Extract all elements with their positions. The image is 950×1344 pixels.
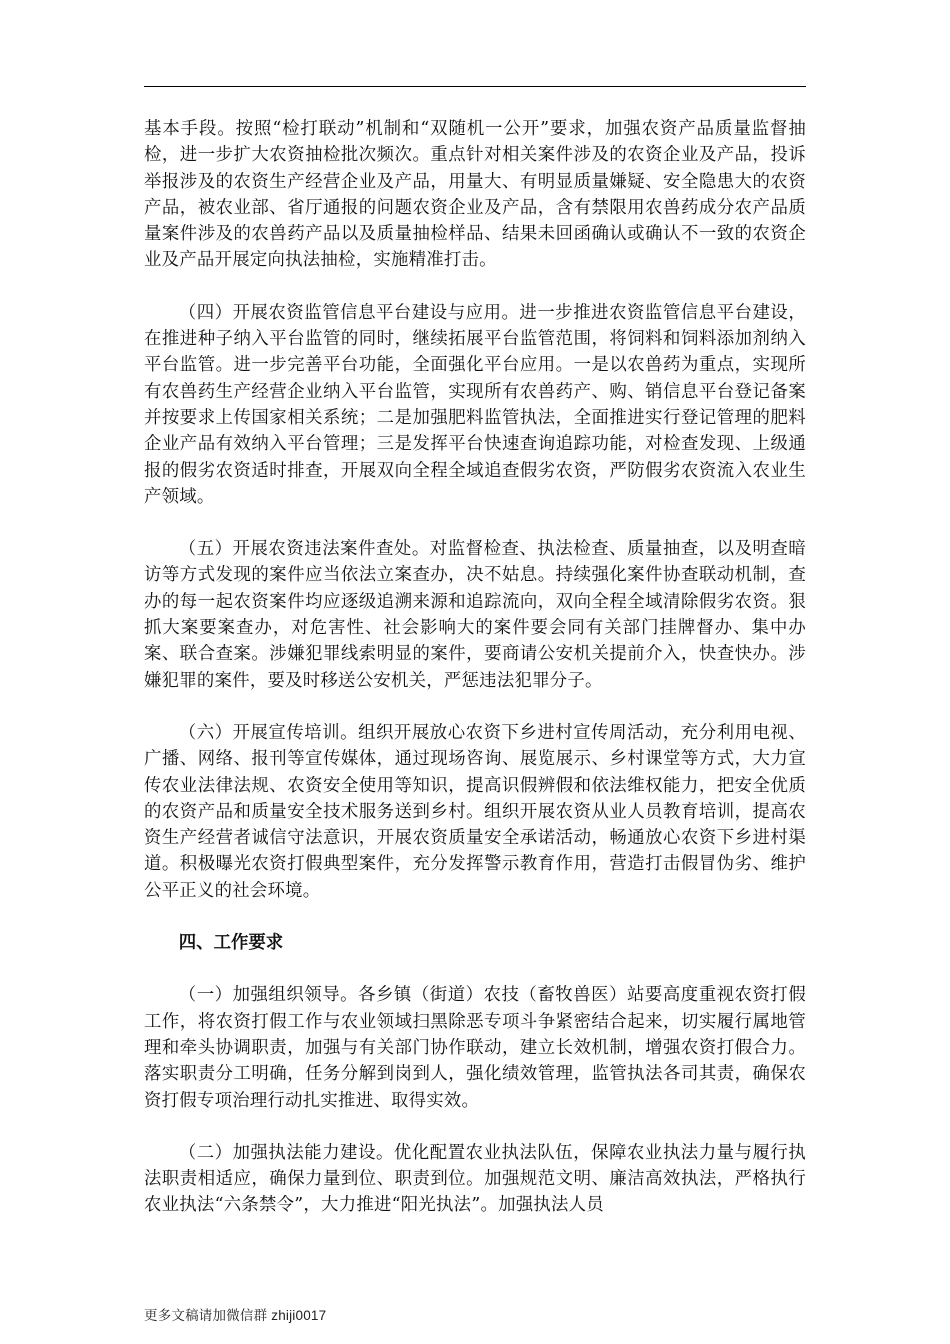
footer-note: 更多文稿请加微信群 zhiji0017	[144, 1308, 327, 1323]
paragraph-continued: 基本手段。按照“检打联动”机制和“双随机一公开”要求，加强农资产品质量监督抽检，进一步扩大农资抽检批次频次。重点针对相关案件涉及的农资企业及产品，投诉举报涉及的农资生产经营企业及产品，用量大、有明显质量嫌疑、安全隐患大的农资产品，被农业部、省厅通报的问题农资企业及产品，含有禁限用农兽药成分农产品质量案件涉及的农兽药产品以及质量抽检样品、结果未回函确认或确认不一致的农资企业及产品开展定向执法抽检，实施精准打击。	[144, 119, 806, 271]
paragraph-section-5: （五）开展农资违法案件查处。对监督检查、执法检查、质量抽查，以及明查暗访等方式发现的案件应当依法立案查办，决不姑息。持续强化案件协查联动机制，查办的每一起农资案件均应逐级追溯来源和追踪流向，双向全程全域清除假劣农资。狠抓大案要案查办，对危害性、社会影响大的案件要会同有关部门挂牌督办、集中办案、联合查案。涉嫌犯罪线索明显的案件，要商请公安机关提前介入，快查快办。涉嫌犯罪的案件，要及时移送公安机关，严惩违法犯罪分子。	[144, 539, 806, 691]
paragraph-section-4: （四）开展农资监管信息平台建设与应用。进一步推进农资监管信息平台建设，在推进种子纳入平台监管的同时，继续拓展平台监管范围，将饲料和饲料添加剂纳入平台监管。进一步完善平台功能，全面强化平台应用。一是以农兽药为重点，实现所有农兽药生产经营企业纳入平台监管，实现所有农兽药产、购、销信息平台登记备案并按要求上传国家相关系统；二是加强肥料监管执法，全面推进实行登记管理的肥料企业产品有效纳入平台管理；三是发挥平台快速查询追踪功能，对检查发现、上级通报的假劣农资适时排查，开展双向全程全域追查假劣农资，严防假劣农资流入农业生产领域。	[144, 302, 806, 507]
section-heading: 四、工作要求	[178, 933, 284, 954]
header-rule	[144, 86, 806, 87]
paragraph-requirement-2: （二）加强执法能力建设。优化配置农业执法队伍，保障农业执法力量与履行执法职责相适应，确保力量到位、职责到位。加强规范文明、廉洁高效执法，严格执行农业执法“六条禁令”，大力推进“阳光执法”。加强执法人员	[144, 1142, 806, 1216]
document-body	[144, 116, 806, 1219]
paragraph-requirement-1: （一）加强组织领导。各乡镇（街道）农技（畜牧兽医）站要高度重视农资打假工作，将农资打假工作与农业领域扫黑除恶专项斗争紧密结合起来，切实履行属地管理和牵头协调职责，加强与有关部门协作联动，建立长效机制，增强农资打假合力。落实职责分工明确，任务分解到岗到人，强化绩效管理，监管执法各司其责，确保农资打假专项治理行动扎实推进、取得实效。	[144, 985, 806, 1111]
paragraph-section-6: （六）开展宣传培训。组织开展放心农资下乡进村宣传周活动，充分利用电视、广播、网络、报刊等宣传媒体，通过现场咨询、展览展示、乡村课堂等方式，大力宣传农业法律法规、农资安全使用等知识，提高识假辨假和依法维权能力，把安全优质的农资产品和质量安全技术服务送到乡村。组织开展农资从业人员教育培训，提高农资生产经营者诚信守法意识，开展农资质量安全承诺活动，畅通放心农资下乡进村渠道。积极曝光农资打假典型案件，充分发挥警示教育作用，营造打击假冒伪劣、维护公平正义的社会环境。	[144, 722, 806, 901]
